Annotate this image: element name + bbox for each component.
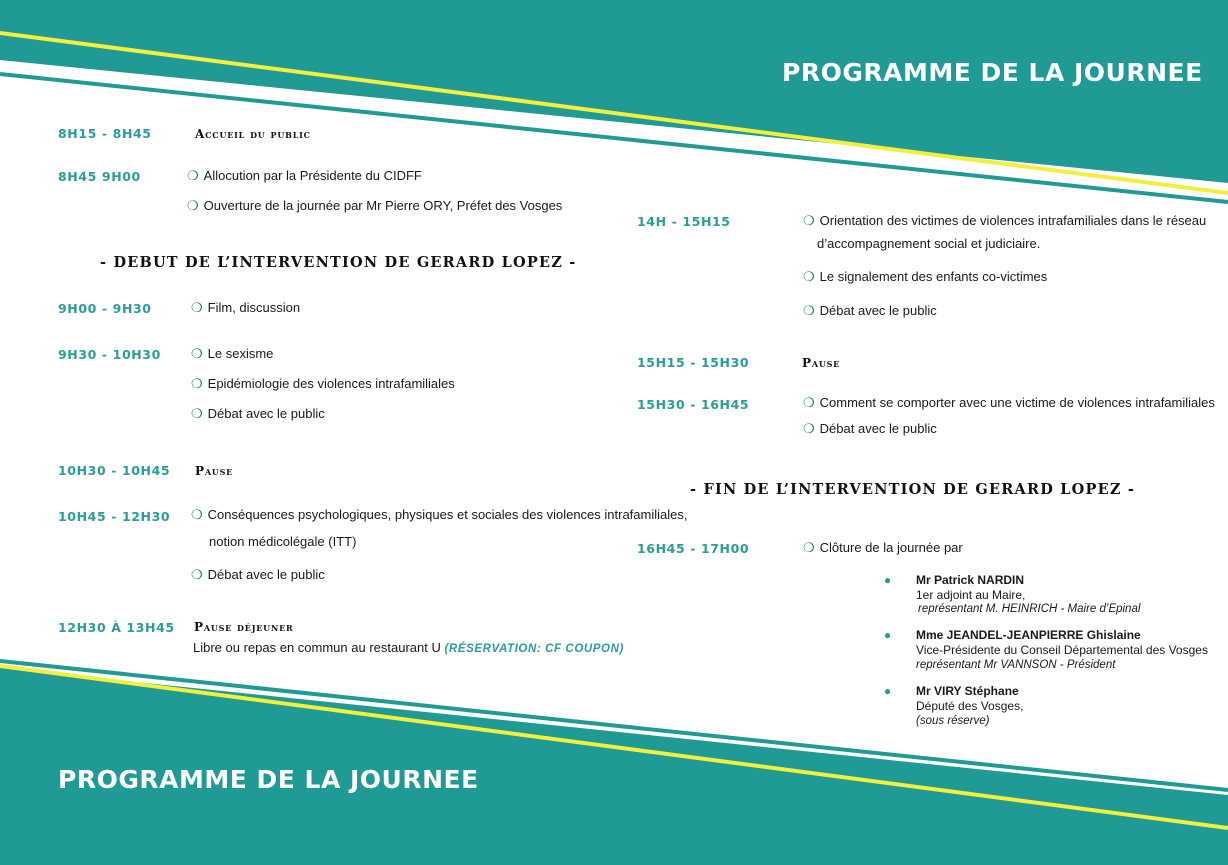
circle-bullet-icon (187, 168, 199, 183)
item-text: Débat avec le public (819, 421, 937, 436)
list-item (191, 507, 687, 523)
time-slot: 8H15 - 8H45 (58, 126, 152, 141)
time-slot: 15H15 - 15H30 (637, 355, 750, 370)
item-text: Orientation des victimes de violences intrafamiliales dans le réseau (819, 213, 1207, 228)
lunch-info (193, 640, 624, 655)
time-slot: 12H30 À 13H45 (58, 620, 175, 635)
reservation-note: (RÉSERVATION: CF COUPON) (444, 643, 624, 655)
circle-bullet-icon (803, 213, 815, 228)
item-text: Comment se comporter avec une victime de violences intrafamiliales (819, 395, 1215, 410)
item-text: Film, discussion (207, 300, 301, 315)
list-item (803, 421, 937, 437)
item-text: Débat avec le public (207, 406, 325, 421)
slot-label: Pause (802, 356, 841, 370)
item-text: Le sexisme (207, 346, 274, 361)
time-slot: 16H45 - 17H00 (637, 541, 750, 556)
circle-bullet-icon (803, 421, 815, 436)
person-name: Mr Patrick NARDIN (916, 573, 1025, 587)
bullet-dot-icon: ● (884, 628, 892, 642)
list-item (191, 406, 325, 422)
person-note: (sous réserve) (916, 715, 990, 727)
circle-bullet-icon (803, 540, 815, 555)
list-item (187, 168, 422, 184)
circle-bullet-icon (191, 376, 203, 391)
section-heading-start: - DEBUT DE L’INTERVENTION DE GERARD LOPEZ - (100, 254, 577, 271)
item-text: Clôture de la journée par (819, 540, 963, 555)
bullet-dot-icon: ● (884, 684, 892, 698)
person-name: Mme JEANDEL-JEANPIERRE Ghislaine (916, 628, 1141, 642)
lunch-text: Libre ou repas en commun au restaurant U (193, 640, 441, 655)
time-slot: 15H30 - 16H45 (637, 397, 750, 412)
list-item (191, 376, 455, 392)
circle-bullet-icon (803, 303, 815, 318)
list-item (803, 269, 1047, 285)
item-text: Ouverture de la journée par Mr Pierre ORY, Préfet des Vosges (203, 198, 563, 213)
slot-label: Pause (195, 464, 234, 478)
item-text: Le signalement des enfants co-victimes (819, 269, 1048, 284)
item-text: Conséquences psychologiques, physiques et sociales des violences intrafamiliales, (207, 507, 688, 522)
item-text: Allocution par la Présidente du CIDFF (203, 168, 422, 183)
time-slot: 9H30 - 10H30 (58, 347, 161, 362)
person-role: 1er adjoint au Maire, (916, 588, 1026, 602)
list-item (187, 198, 562, 214)
time-slot: 10H45 - 12H30 (58, 509, 171, 524)
person-note: représentant Mr VANNSON - Président (916, 659, 1116, 671)
item-text: Débat avec le public (819, 303, 937, 318)
person-role: Député des Vosges, (916, 699, 1024, 713)
list-item (191, 300, 300, 316)
list-item (191, 346, 273, 362)
list-item (803, 540, 963, 556)
circle-bullet-icon (803, 395, 815, 410)
circle-bullet-icon (191, 507, 203, 522)
slot-label: Accueil du public (195, 127, 311, 141)
circle-bullet-icon (803, 269, 815, 284)
slot-label: Pause déjeuner (194, 620, 294, 634)
circle-bullet-icon (187, 198, 199, 213)
item-continuation: notion médicolégale (ITT) (209, 534, 357, 549)
person-note: représentant M. HEINRICH - Maire d’Epinal (918, 603, 1141, 615)
page-title-top: PROGRAMME DE LA JOURNEE (782, 58, 1203, 87)
page-title-bottom: PROGRAMME DE LA JOURNEE (58, 765, 479, 794)
person-name: Mr VIRY Stéphane (916, 684, 1019, 698)
person-role: Vice-Présidente du Conseil Départemental des Vosges (916, 643, 1208, 657)
item-text: Epidémiologie des violences intrafamiliales (207, 376, 455, 391)
item-text: Débat avec le public (207, 567, 325, 582)
list-item (803, 395, 1215, 411)
bullet-dot-icon: ● (884, 573, 892, 587)
list-item (191, 567, 325, 583)
time-slot: 10H30 - 10H45 (58, 463, 171, 478)
item-continuation: d’accompagnement social et judiciaire. (817, 236, 1041, 251)
circle-bullet-icon (191, 346, 203, 361)
circle-bullet-icon (191, 406, 203, 421)
circle-bullet-icon (191, 567, 203, 582)
time-slot: 14H - 15H15 (637, 214, 731, 229)
list-item (803, 303, 937, 319)
circle-bullet-icon (191, 300, 203, 315)
section-heading-end: - FIN DE L’INTERVENTION DE GERARD LOPEZ - (690, 481, 1136, 498)
time-slot: 9H00 - 9H30 (58, 301, 152, 316)
list-item (803, 213, 1206, 229)
time-slot: 8H45 9H00 (58, 169, 141, 184)
